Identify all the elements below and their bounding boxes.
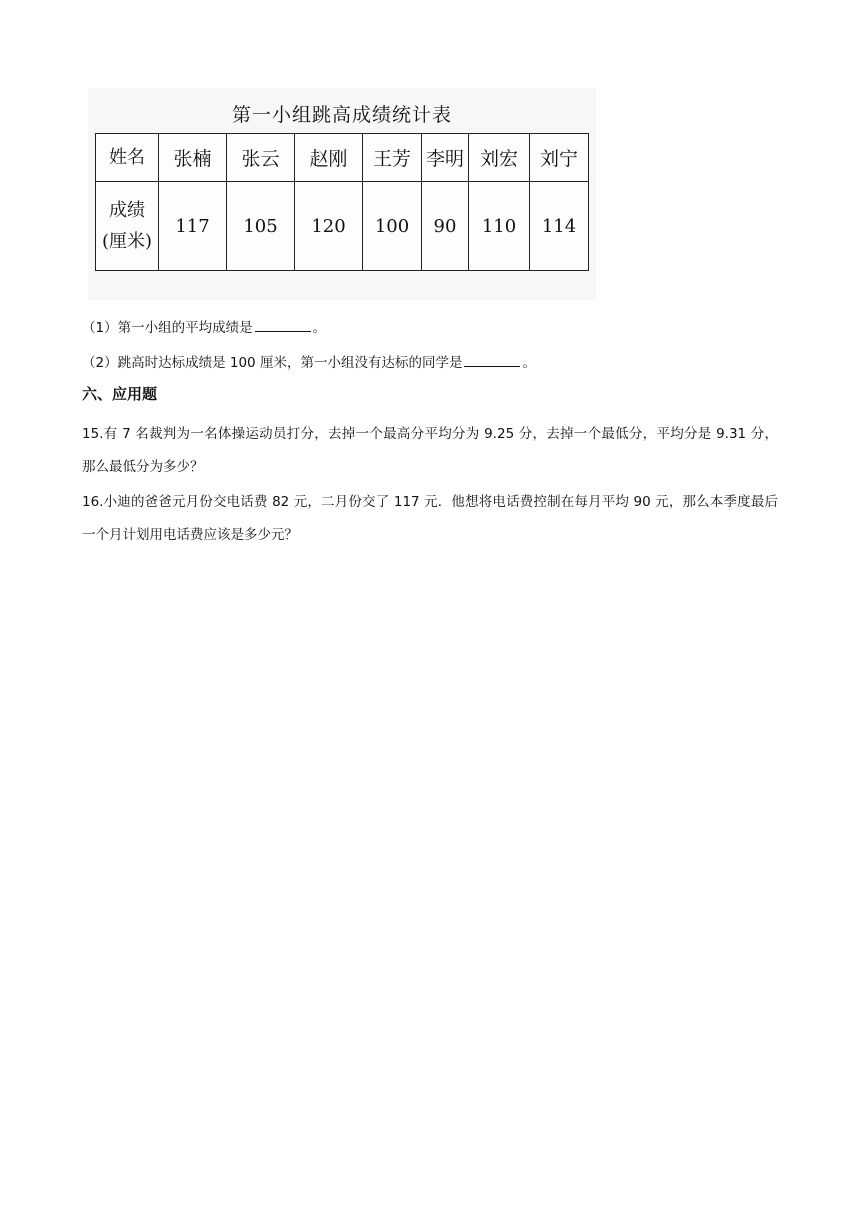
question-2 (82, 351, 536, 371)
score-cell: 120 (295, 182, 363, 271)
name-cell: 王芳 (363, 134, 422, 182)
name-cell: 刘宁 (530, 134, 589, 182)
name-cell: 张楠 (159, 134, 227, 182)
table-row-scores (96, 182, 589, 271)
answer-blank-2[interactable] (464, 354, 520, 367)
question-1-text: （1）第一小组的平均成绩是 (82, 320, 253, 336)
question-1-end: 。 (312, 320, 327, 336)
score-cell: 117 (159, 182, 227, 271)
row-header-score-line2: (厘米) (101, 231, 153, 252)
score-cell: 105 (227, 182, 295, 271)
score-cell: 90 (422, 182, 469, 271)
table-row-names (96, 134, 589, 182)
score-cell: 114 (530, 182, 589, 271)
row-header-score-line1: 成绩 (109, 199, 145, 221)
problem-15: 15.有 7 名裁判为一名体操运动员打分，去掉一个最高分平均分为 9.25 分，去掉一个最低分，平均分是 9.31 分，那么最低分为多少？ (82, 426, 778, 475)
name-cell: 刘宏 (469, 134, 530, 182)
name-cell: 赵刚 (295, 134, 363, 182)
row-header-score (96, 182, 159, 271)
score-table-figure (88, 88, 596, 300)
name-cell: 张云 (227, 134, 295, 182)
name-cell: 李明 (422, 134, 469, 182)
table-title: 第一小组跳高成绩统计表 (231, 104, 452, 126)
question-2-end: 。 (522, 355, 536, 371)
score-table (95, 133, 589, 271)
answer-blank-1[interactable] (255, 319, 311, 332)
score-cell: 100 (363, 182, 422, 271)
question-2-text: （2）跳高时达标成绩是 100 厘米，第一小组没有达标的同学是 (82, 355, 463, 371)
section-heading: 六、应用题 (82, 385, 158, 403)
problem-16: 16.小迪的爸爸元月份交电话费 82 元，二月份交了 117 元．他想将电话费控制在每月平均 90 元，那么本季度最后一个月计划用电话费应该是多少元？ (82, 494, 778, 543)
score-cell: 110 (469, 182, 530, 271)
row-header-name: 姓名 (96, 134, 159, 182)
question-1 (82, 316, 326, 336)
